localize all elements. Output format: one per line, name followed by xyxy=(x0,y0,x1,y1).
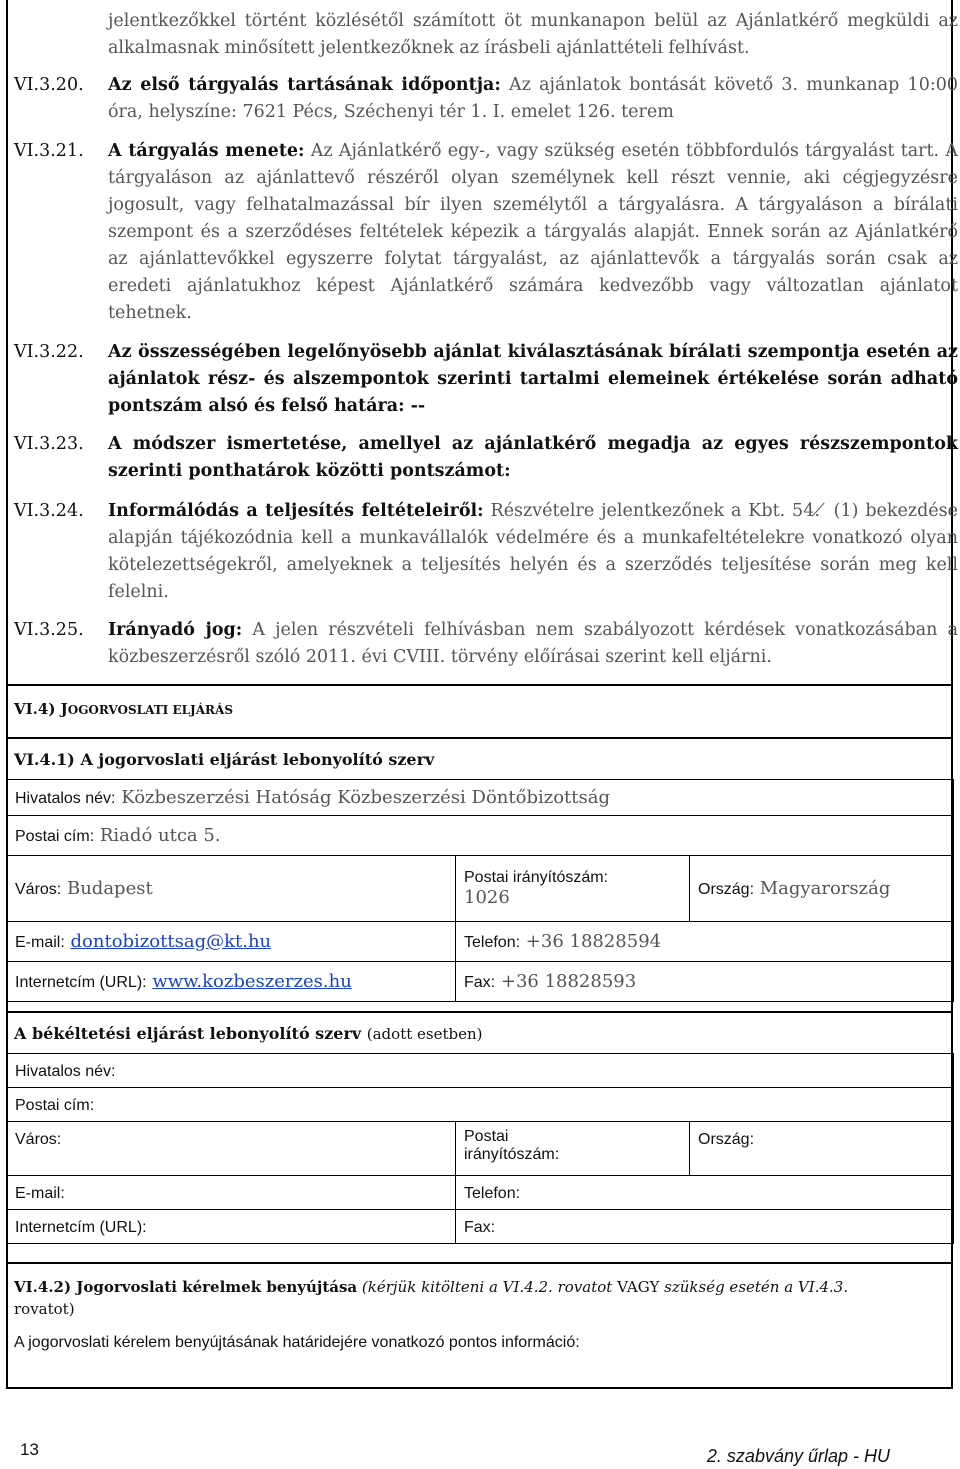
paragraph-text: A jelen részvételi felhívásban nem szabályozott kérdések vonatkozásában a közbeszerzésről szóló 2011. évi CVIII. törvény előírásai szerint kell eljárni. xyxy=(108,620,958,667)
country-label: Ország: xyxy=(698,881,755,898)
paragraph-number: VI.3.23. xyxy=(14,434,84,454)
email-label: E-mail: xyxy=(15,1185,65,1202)
mediation-title xyxy=(14,1024,483,1043)
paragraph-text: Az összességében legelőnyösebb ajánlat kiválasztásának bírálati szempontja esetén az ajánlatok rész- és alszempontok szerinti tartalmi elemeinek értékelése során adható pontszám alsó és felső határa: -- xyxy=(108,342,958,416)
paragraph-label: Az első tárgyalás tartásának időpontja: xyxy=(108,75,501,95)
divider xyxy=(6,737,953,739)
zip-value: 1026 xyxy=(464,887,510,908)
vi-4-2-title-text: VI.4.2) Jogorvoslati kérelmek benyújtása xyxy=(14,1278,358,1296)
page-number: 13 xyxy=(20,1440,39,1459)
paragraph-text: Részvételre jelentkezőnek a Kbt. 54. ̸ (1) bekezdése alapján tájékozódnia kell a munkavállalók védelmére és a munkafeltételekre vonatkozó olyan kötelezettségekről, amelyeknek a teljesítés helyén és a szerződés teljesítése során meg kell felelni. xyxy=(108,501,958,602)
paragraph-number: VI.3.22. xyxy=(14,342,84,362)
zip-label-line1: Postai xyxy=(464,1128,509,1145)
email-link[interactable]: dontobizottsag@kt.hu xyxy=(70,931,272,952)
city-label: Város: xyxy=(15,881,62,898)
official-name-label: Hivatalos név: xyxy=(15,1063,116,1080)
paragraph-text: Az Ajánlatkérő egy-, vagy szükség esetén többfordulós tárgyalást tart. A tárgyaláson az ajánlattevő részéről olyan személynek kell részt vennie, aki cégjegyzésre jogosult, vagy felhatalmazással bír ilyen személytől a tárgyalásra. A tárgyaláson a bírálati szempont és a szerződéses feltételek képezik a tárgyalás alapját. Ennek során az Ajánlatkérő az ajánlattevőkkel egyszerre folytat tárgyalást, az ajánlattevők a tárgyalás során csak az eredeti ajánlatukhoz képest Ajánlatkérő számára kedvezőbb vagy változatlan ajánlatot tehetnek. xyxy=(108,141,958,323)
intro-text: jelentkezőkkel történt közlésétől számított öt munkanapon belül az Ajánlatkérő megküldi az alkalmasnak minősített jelentkezőknek az írásbeli ajánlattételi felhívást. xyxy=(108,11,958,58)
paragraph-label: Irányadó jog: xyxy=(108,620,243,640)
mediation-title-note: (adott esetben) xyxy=(366,1025,483,1043)
url-label: Internetcím (URL): xyxy=(15,1219,147,1236)
paragraph-label: Informálódás a teljesítés feltételeiről: xyxy=(108,501,484,521)
form-name: 2. szabvány űrlap - HU xyxy=(706,1446,890,1466)
zip-label-line2: irányítószám: xyxy=(464,1146,560,1163)
city-value: Budapest xyxy=(66,878,153,899)
zip-label: Postai irányítószám: xyxy=(464,869,609,886)
paragraph-number: VI.3.20. xyxy=(14,75,84,95)
mediation-title-text: A békéltetési eljárást lebonyolító szerv xyxy=(14,1024,362,1043)
url-link[interactable]: www.kozbeszerzes.hu xyxy=(152,971,352,992)
divider xyxy=(6,1262,953,1264)
paragraph-number: VI.3.24. xyxy=(14,501,84,521)
vi-4-2-note-2: szükség esetén a VI.4.3. xyxy=(664,1278,849,1296)
paragraph-number: VI.3.25. xyxy=(14,620,84,640)
phone-label: Telefon: xyxy=(464,934,521,951)
mediation-body-table xyxy=(6,1053,954,1244)
section-vi-4-1-title: VI.4.1) A jogorvoslati eljárást lebonyolító szerv xyxy=(14,750,435,769)
fax-label: Fax: xyxy=(464,974,496,991)
vi-4-2-note-line2: rovatot) xyxy=(14,1300,75,1318)
paragraph-text: A módszer ismertetése, amellyel az ajánlatkérő megadja az egyes részszempontok szerinti ponthatárok közötti pontszámot: xyxy=(108,434,958,481)
section-vi-4-title xyxy=(14,700,233,718)
country-label: Ország: xyxy=(698,1131,755,1148)
deadline-info: A jogorvoslati kérelem benyújtásának határidejére vonatkozó pontos információ: xyxy=(14,1334,580,1351)
phone-label: Telefon: xyxy=(464,1185,521,1202)
official-name-value: Közbeszerzési Hatóság Közbeszerzési Döntőbizottság xyxy=(121,787,611,808)
divider xyxy=(6,684,953,686)
vi-4-2-note-plain: VAGY xyxy=(617,1278,660,1296)
paragraph-label: A tárgyalás menete: xyxy=(108,141,305,161)
city-label: Város: xyxy=(15,1131,62,1148)
postal-label: Postai cím: xyxy=(15,828,95,845)
email-label: E-mail: xyxy=(15,934,65,951)
review-body-table xyxy=(6,779,954,1002)
paragraph-text: Az ajánlatok bontását követő 3. munkanap 10:00 óra, helyszíne: 7621 Pécs, Széchenyi tér 1. I. emelet 126. terem xyxy=(108,75,958,122)
country-value: Magyarország xyxy=(759,878,891,899)
vi-4-2-note-1: (kérjük kitölteni a VI.4.2. rovatot xyxy=(361,1278,613,1296)
url-label: Internetcím (URL): xyxy=(15,974,147,991)
paragraph-number: VI.3.21. xyxy=(14,141,84,161)
section-vi-4-2-title xyxy=(14,1276,934,1320)
fax-label: Fax: xyxy=(464,1219,496,1236)
official-name-label: Hivatalos név: xyxy=(15,790,116,807)
title-prefix: VI.4) J xyxy=(14,700,68,718)
postal-label: Postai cím: xyxy=(15,1097,95,1114)
divider xyxy=(6,1011,953,1013)
postal-value: Riadó utca 5. xyxy=(99,825,221,846)
fax-value: +36 18828593 xyxy=(500,971,637,992)
title-smallcaps: OGORVOSLATI ELJÁRÁS xyxy=(67,703,233,717)
phone-value: +36 18828594 xyxy=(525,931,662,952)
